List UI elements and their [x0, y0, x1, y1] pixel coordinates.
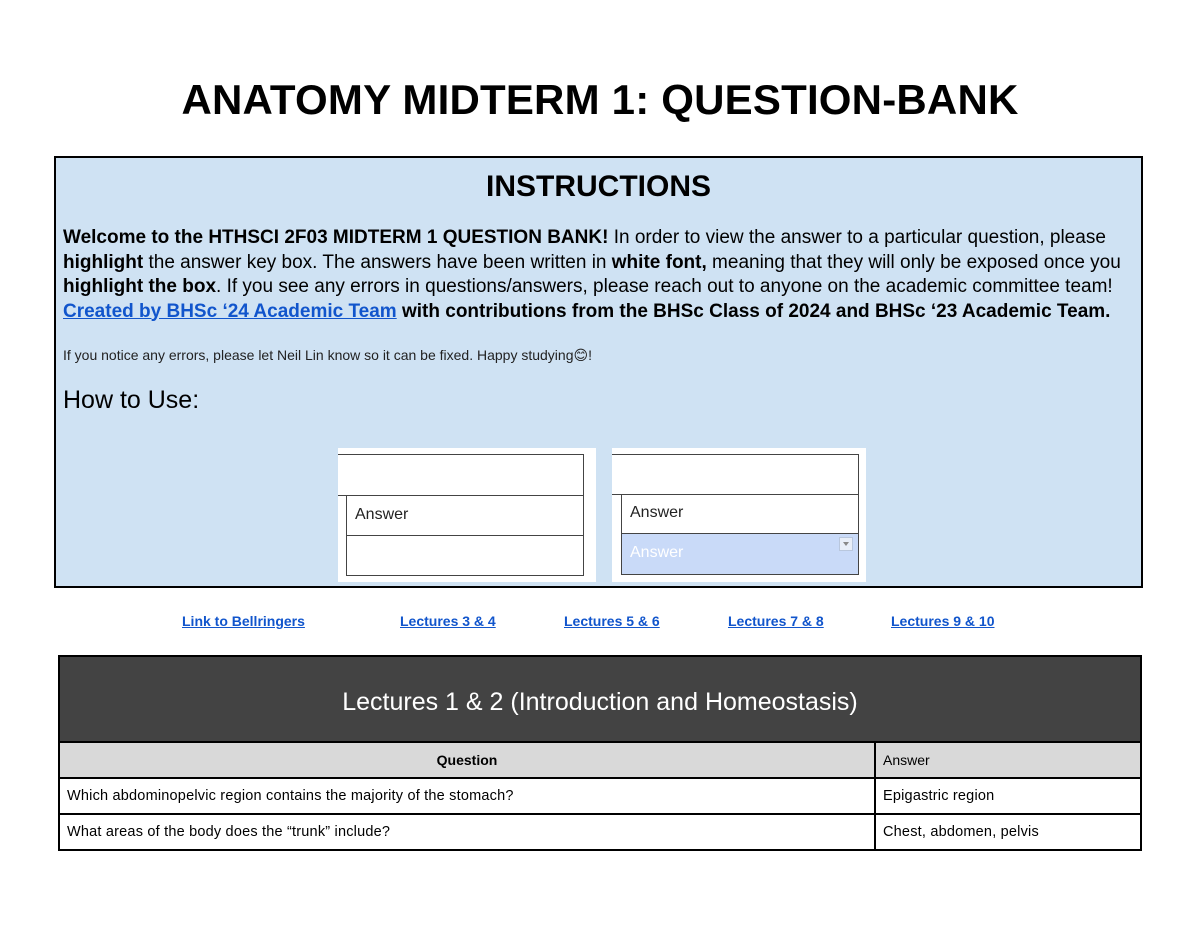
page-title: ANATOMY MIDTERM 1: QUESTION-BANK: [181, 76, 1019, 123]
example-cell-hidden: [346, 535, 584, 576]
instr-text-b: highlight: [63, 251, 144, 273]
created-by-link[interactable]: Created by BHSc ‘24 Academic Team: [63, 300, 397, 322]
example2-cell-top: [612, 454, 859, 495]
table-row: [59, 814, 1141, 850]
instr-text-g: . If you see any errors in questions/answers, please reach out to anyone on the academic committee team!: [216, 276, 1113, 297]
example-cell-top: [338, 454, 584, 496]
lecture-nav: [0, 613, 1200, 633]
link-lectures-9-10[interactable]: Lectures 9 & 10: [891, 613, 995, 629]
instr-text-f: highlight the box: [63, 276, 217, 297]
example2-answer-label: Answer: [630, 504, 684, 521]
table-title: Lectures 1 & 2 (Introduction and Homeostasis): [59, 656, 1141, 742]
instr-text-a: In order to view the answer to a particular question, please: [608, 227, 1106, 248]
instr-text-h: with contributions from the BHSc Class of 2024 and BHSc ‘23 Academic Team.: [396, 300, 1111, 322]
instr-text-e: meaning that they will only be exposed once you: [706, 251, 1121, 273]
link-lectures-5-6[interactable]: Lectures 5 & 6: [564, 613, 660, 629]
question-table: [58, 655, 1142, 851]
column-header-question: Question: [59, 742, 875, 778]
errors-note: If you notice any errors, please let Neil Lin know so it can be fixed. Happy studying😊!: [63, 347, 592, 363]
welcome-text: Welcome to the HTHSCI 2F03 MIDTERM 1 QUESTION BANK!: [63, 227, 609, 248]
question-cell: What areas of the body does the “trunk” include?: [59, 814, 875, 850]
example-highlighted-image: [612, 448, 866, 582]
question-cell: Which abdominopelvic region contains the majority of the stomach?: [59, 778, 875, 814]
link-lectures-7-8[interactable]: Lectures 7 & 8: [728, 613, 824, 629]
column-header-answer: Answer: [875, 742, 1141, 778]
instructions-heading: INSTRUCTIONS: [486, 170, 711, 203]
instructions-box: [54, 156, 1143, 588]
column-header-row: [59, 742, 1141, 778]
instr-text-d: white font,: [611, 251, 707, 273]
instr-text-c: the answer key box. The answers have been written in: [143, 251, 612, 273]
example-answer-label: Answer: [355, 506, 409, 523]
how-to-use-heading: How to Use:: [63, 386, 200, 414]
table-row: [59, 778, 1141, 814]
example2-highlighted-label: Answer: [630, 544, 684, 561]
answer-cell[interactable]: Chest, abdomen, pelvis: [875, 814, 1141, 850]
dropdown-arrow-icon: [839, 537, 853, 551]
example-unhighlighted-image: [338, 448, 596, 582]
answer-cell[interactable]: Epigastric region: [875, 778, 1141, 814]
link-bellringers[interactable]: Link to Bellringers: [182, 613, 305, 629]
instructions-paragraph: [63, 226, 1133, 324]
link-lectures-3-4[interactable]: Lectures 3 & 4: [400, 613, 496, 629]
